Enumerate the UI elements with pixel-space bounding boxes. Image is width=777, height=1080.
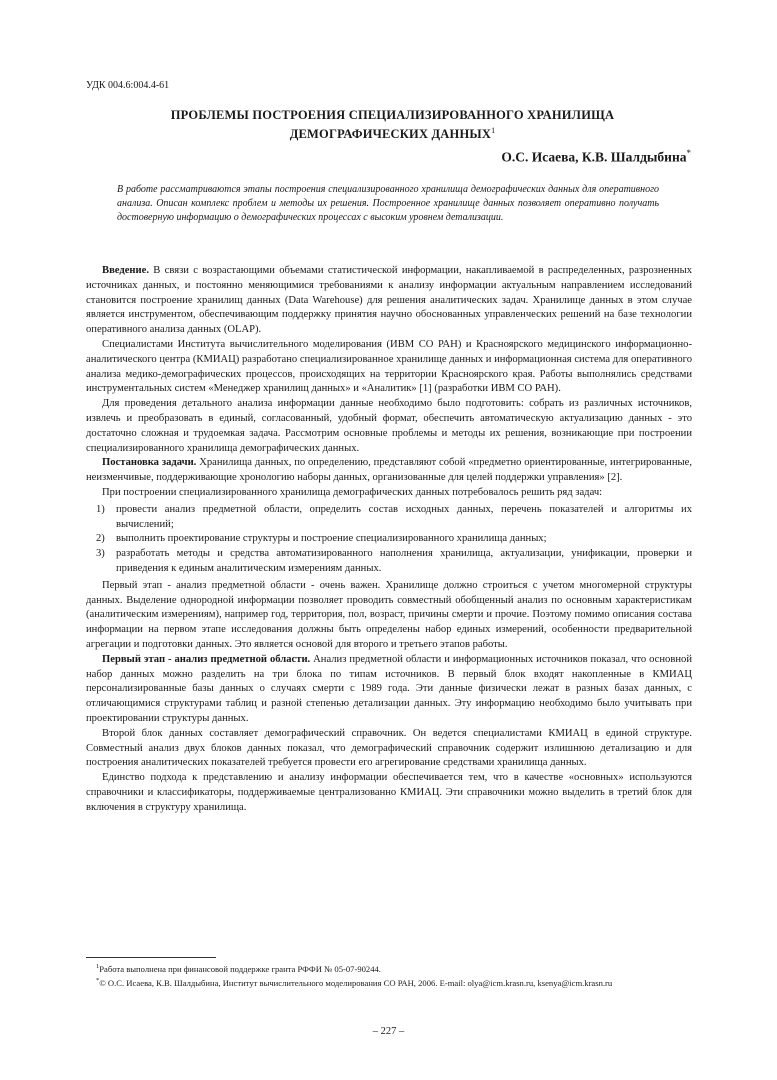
- first-stage-text: Анализ предметной области и информационных источников показал, что основной набор данных можно разделить на три блока по типам источников. В первый блок входят накопленные в КМИАЦ персонализированные базы данных о случаях смерти с 1989 года. Эти данные физически лежат в разных базах данных, с отличающимися структурами таблиц и разной степенью детализации данных. Эту информацию необходимо было учитывать при проектировании структуры данных.: [86, 653, 692, 724]
- footnote-1-text: Работа выполнена при финансовой поддержке гранта РФФИ № 05-07-90244.: [99, 963, 381, 974]
- list-item: [86, 547, 692, 577]
- paragraph-8: Второй блок данных составляет демографический справочник. Он ведется специалистами КМИАЦ в единой структуре. Совместный анализ двух блоков данных показал, что демографический справочник содержит излишнюю детализацию и для построения аналитических показателей требуется провести его агрегирование средствами хранилища данных.: [86, 727, 692, 769]
- footnote-2-text: © О.С. Исаева, К.В. Шалдыбина, Институт вычислительного моделирования СО РАН, 2006. E-mail: olya@icm.krasn.ru, ksenya@icm.krasn.ru: [99, 977, 613, 988]
- page-number: – 227 –: [372, 1026, 405, 1037]
- footnote-2: [86, 975, 692, 989]
- paragraph-3: Для проведения детального анализа информации данные необходимо было подготовить: собрать из различных источников, извлечь и преобразовать в единый, согласованный, удобный формат, обеспечить автоматическую актуализацию данных - это достаточно сложная и трудоемкая задача. Рассмотрим основные проблемы и методы их решения, возникающие при построении специализированного хранилища демографических данных.: [86, 398, 692, 454]
- title-footnote-mark: 1: [491, 126, 496, 135]
- author-names: О.С. Исаева, К.В. Шалдыбина: [501, 149, 687, 165]
- paragraph-5: При построении специализированного хранилища демографических данных потребовалось решить ряд задач:: [102, 486, 603, 498]
- introduction-heading: Введение.: [102, 265, 149, 276]
- udk-code: УДК 004.6:004.4-61: [86, 80, 170, 91]
- list-item-number: 1): [96, 503, 105, 515]
- footnote-1: [86, 961, 692, 975]
- first-stage-heading: Первый этап - анализ предметной области.: [102, 653, 311, 665]
- title-line-1: ПРОБЛЕМЫ ПОСТРОЕНИЯ СПЕЦИАЛИЗИРОВАННОГО ХРАНИЛИЩА: [170, 108, 615, 122]
- paragraph-2: Специалистами Института вычислительного моделирования (ИВМ СО РАН) и Красноярского медицинского информационно-аналитического центра (КМИАЦ) разработано специализированное хранилище данных и информационная система для оперативного анализа медико-демографических процессов, происходящих на территории Красноярского края. Работы выполнялись средствами инструментальных систем «Менеджер хранилищ данных» и «Аналитик» [1] (разработки ИВМ СО РАН).: [86, 338, 692, 395]
- paragraph-6: Первый этап - анализ предметной области - очень важен. Хранилище должно строиться с учетом многомерной структуры данных. Выделение однородной информации позволяет проводить совместный обобщенный анализ по основным характеристикам (аналитическим измерениям), например год, территория, пол, возраст, причины смерти и прочие. Поэтому помимо описания состава информации на первом этапе исследования должны быть определены набор единых измерений, особенности предварительной агрегации и подготовки данных. Это является основой для второго и третьего этапов работы.: [86, 579, 692, 650]
- author-mark: *: [686, 148, 691, 158]
- list-item-number: 3): [96, 548, 105, 560]
- list-item: [86, 532, 692, 547]
- paragraph-first-stage: [86, 653, 692, 727]
- list-item: [86, 503, 692, 533]
- paper-title: [100, 108, 685, 142]
- paragraph-9: Единство подхода к представлению и анализу информации обеспечивается тем, что в качестве «основных» используются справочники и классификаторы, поддерживаемые централизованно КМИАЦ. Эти справочники можно выделить в третий блок для включения в структуру хранилища.: [86, 772, 692, 813]
- paragraph-introduction: [86, 264, 692, 338]
- body-text: [86, 264, 692, 815]
- list-item-text: разработать методы и средства автоматизированного наполнения хранилища, актуализации, унификации, проверки и приведения к единым аналитическим измерениям данных.: [116, 548, 692, 574]
- authors: [501, 148, 691, 166]
- footnote-1-mark: 1: [96, 963, 100, 970]
- abstract: В работе рассматриваются этапы построения специализированного хранилища демографических данных для оперативного анализа. Описан комплекс проблем и методы их решения. Построенное хранилище данных позволяет оперативно получать достоверную информацию о демографических процессах с высоким уровнем детализации.: [117, 184, 659, 223]
- footnote-rule: [86, 957, 216, 958]
- paragraph-problem-statement: [86, 456, 692, 486]
- introduction-text: В связи с возрастающими объемами статистической информации, накапливаемой в распределенных, разрозненных источниках данных, и постоянно меняющимися требованиями к анализу информации актуальным направлением исследований становится построение хранилищ данных (Data Warehouse) для решения аналитических задач. Хранилище данных в этом случае является инструментом, обеспечивающим поддержку принятия научно обоснованных управленческих решений на базе технологии оперативного анализа данных (OLAP).: [86, 265, 692, 336]
- list-item-number: 2): [96, 533, 105, 545]
- footnotes: [86, 957, 692, 989]
- title-line-2: [100, 123, 685, 142]
- problem-statement-text: Хранилища данных, по определению, представляют собой «предметно ориентированные, интегрированные, неизменчивые, поддерживающие хронологию наборы данных, организованные для целей поддержки управления» [2].: [86, 457, 692, 484]
- footnote-2-mark: *: [96, 976, 100, 984]
- task-list: [86, 503, 692, 577]
- problem-statement-heading: Постановка задачи.: [102, 457, 197, 469]
- list-item-text: выполнить проектирование структуры и построение специализированного хранилища данных;: [116, 533, 547, 545]
- list-item-text: провести анализ предметной области, определить состав исходных данных, перечень показателей и алгоритмы их вычислений;: [116, 503, 692, 530]
- title-line-2-text: ДЕМОГРАФИЧЕСКИХ ДАННЫХ: [289, 127, 492, 142]
